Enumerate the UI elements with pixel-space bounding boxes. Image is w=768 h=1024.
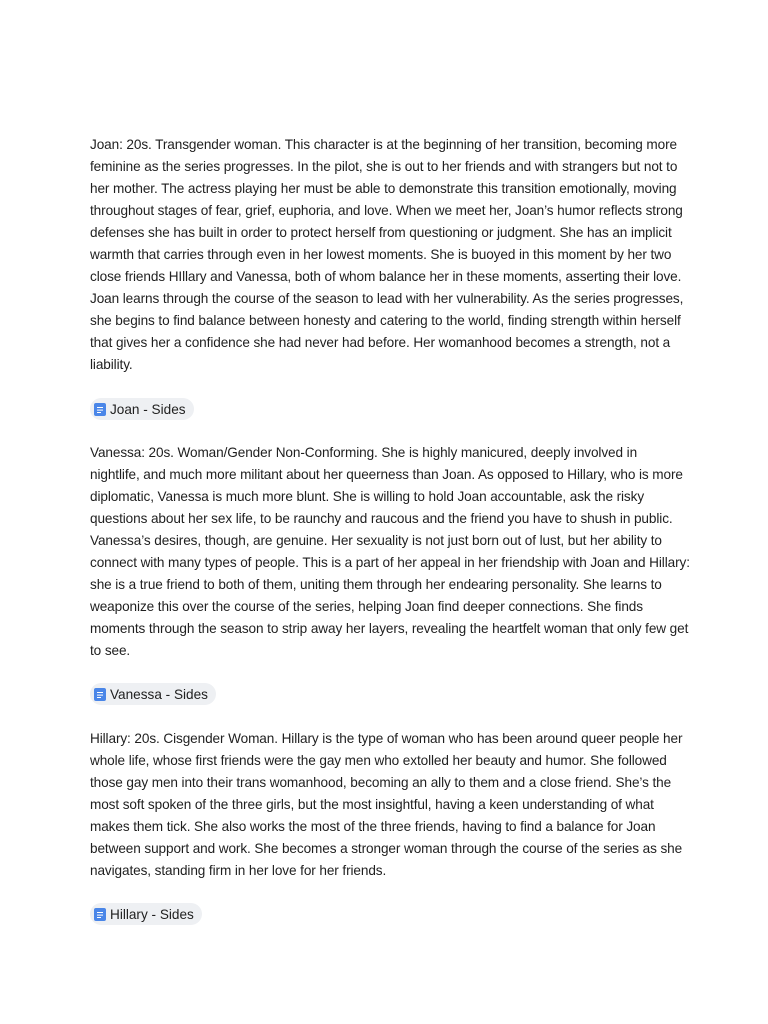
vanessa-description: Vanessa: 20s. Woman/Gender Non-Conforming. She is highly manicured, deeply involved in nightlife, and much more militant about her queerness than Joan. As opposed to Hillary, who is more diplomatic, Vanessa is much more blunt. She is willing to hold Joan accountable, ask the risky questions about her sex life, to be raunchy and raucous and the friend you have to shush in public. Vanessa’s desires, though, are genuine. Her sexuality is not just born out of lust, but her ability to connect with many types of people. This is a part of her appeal in her friendship with Joan and Hillary: she is a true friend to both of them, uniting them through her endearing personality. She learns to weaponize this over the course of the series, helping Joan find deeper connections. She finds moments through the season to strip away her layers, revealing the heartfelt woman that only few get to see. (90, 445, 690, 658)
doc-icon (94, 403, 106, 416)
hillary-sides-link[interactable] (90, 903, 202, 925)
doc-icon (94, 688, 106, 701)
hillary-description: Hillary: 20s. Cisgender Woman. Hillary is the type of woman who has been around queer people her whole life, whose first friends were the gay men who extolled her beauty and humor. She followed those gay men into their trans womanhood, becoming an ally to them and a close friend. She’s the most soft spoken of the three girls, but the most insightful, having a keen understanding of what makes them tick. She also works the most of the three friends, having to find a balance for Joan between support and work. She becomes a stronger woman through the course of the series as she navigates, standing firm in her love for her friends. (90, 731, 683, 878)
vanessa-sides-link[interactable] (90, 683, 216, 705)
doc-icon (94, 908, 106, 921)
joan-sides-link[interactable] (90, 398, 194, 420)
vanessa-sides-label: Vanessa - Sides (110, 686, 208, 702)
joan-description: Joan: 20s. Transgender woman. This character is at the beginning of her transition, becoming more feminine as the series progresses. In the pilot, she is out to her friends and with strangers but not to her mother. The actress playing her must be able to demonstrate this transition emotionally, moving throughout stages of fear, grief, euphoria, and love. When we meet her, Joan’s humor reflects strong defenses she has built in order to protect herself from questioning or judgment. She has an implicit warmth that carries through even in her lowest moments. She is buoyed in this moment by her two close friends HIllary and Vanessa, both of whom balance her in these moments, asserting their love. Joan learns through the course of the season to lead with her vulnerability. As the series progresses, she begins to find balance between honesty and catering to the world, finding strength within herself that gives her a confidence she had never had before. Her womanhood becomes a strength, not a liability. (90, 137, 684, 372)
hillary-sides-label: Hillary - Sides (110, 906, 194, 922)
joan-sides-label: Joan - Sides (110, 401, 186, 417)
